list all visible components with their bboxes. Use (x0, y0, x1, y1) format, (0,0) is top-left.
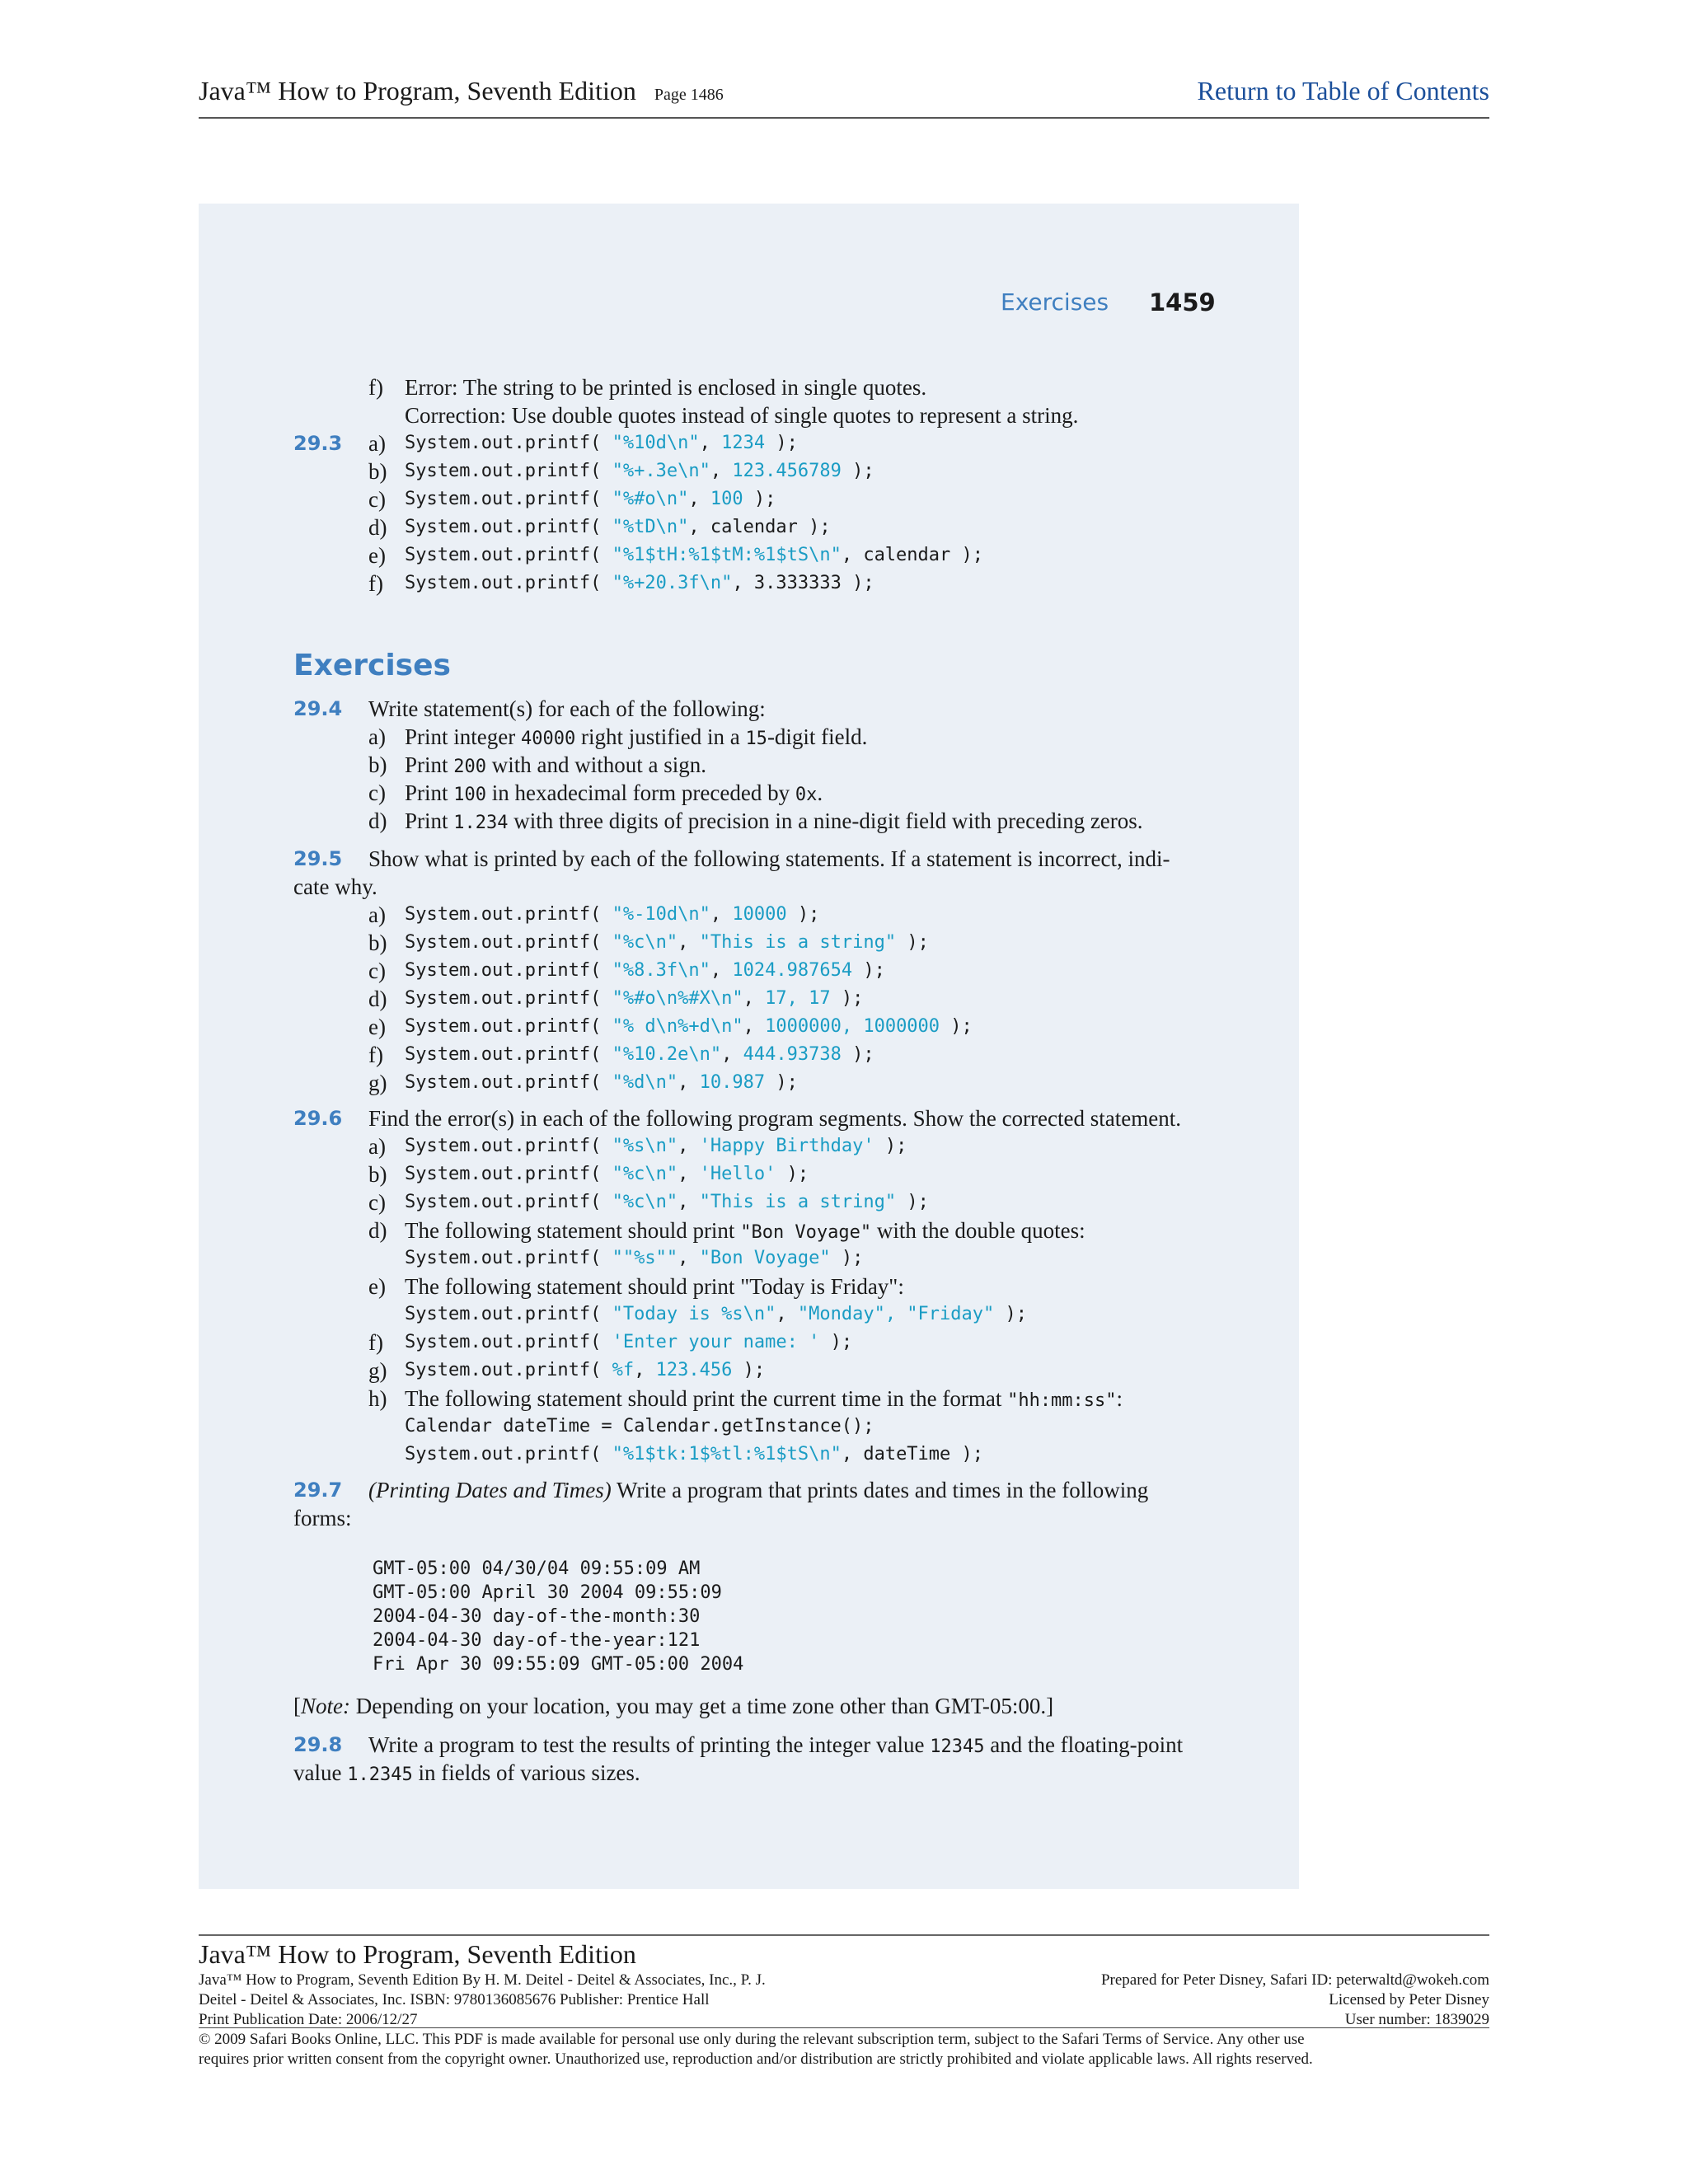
footer-licensed-by: Licensed by Peter Disney (1329, 1991, 1489, 2008)
item-label: a) (368, 902, 386, 927)
exercise-number: 29.5 (293, 847, 343, 870)
exercise-number: 29.3 (293, 432, 343, 455)
item-label: b) (368, 459, 387, 484)
answer-f-error: f) Error: The string to be printed is enclosed in single quotes. (368, 375, 927, 400)
footer-copyright-1: © 2009 Safari Books Online, LLC. This PDF is made available for personal use only during the relevant subscription term, subject to the Safari Terms of Service. Any other use (199, 2031, 1305, 2048)
exercise-29-6-e: e) The following statement should print "Today is Friday": (368, 1274, 904, 1299)
exercise-29-6-a: a) System.out.printf( "%s\n", 'Happy Birthday' ); (368, 1134, 907, 1159)
exercise-29-6-d-code: System.out.printf( ""%s"", "Bon Voyage" ); (405, 1248, 864, 1268)
book-title (199, 76, 724, 106)
page-number: Page 1486 (654, 86, 724, 104)
exercise-29-8-stem-cont: value 1.2345 in fields of various sizes. (293, 1760, 640, 1785)
answer-f-correction: Correction: Use double quotes instead of single quotes to represent a string. (405, 403, 1079, 428)
page-footer (199, 1934, 1489, 2068)
item-text: Print 200 with and without a sign. (405, 752, 706, 777)
running-head-page: 1459 (1149, 288, 1216, 316)
item-label: c) (368, 958, 386, 983)
running-head (0, 288, 1688, 321)
exercise-29-6-e-code: System.out.printf( "Today is %s\n", "Monday", "Friday" ); (405, 1304, 1028, 1324)
exercise-29-7-note: [Note: Depending on your location, you may get a time zone other than GMT-05:00.] (293, 1694, 1054, 1718)
item-text: Print integer 40000 right justified in a 15-digit field. (405, 724, 868, 749)
exercise-29-4-item (0, 779, 1688, 807)
code-statement: System.out.printf( "%1$tH:%1$tM:%1$tS\n", calendar ); (405, 545, 984, 565)
footer-copyright-2: requires prior written consent from the copyright owner. Unauthorized use, reproduction and/or distribution are strictly prohibited and violate applicable laws. All rights reserved. (199, 2050, 1313, 2068)
exercise-29-6-h: h) The following statement should print the current time in the format "hh:mm:ss": (368, 1386, 1123, 1411)
code-statement: System.out.printf( "% d\n%+d\n", 1000000, 1000000 ); (405, 1016, 973, 1037)
exercise-29-6-g: g) System.out.printf( %f, 123.456 ); (368, 1358, 766, 1383)
item-label: d) (368, 515, 387, 540)
item-label: a) (368, 724, 386, 749)
output-line: GMT-05:00 04/30/04 09:55:09 AM (373, 1558, 701, 1579)
book-title-text: Java™ How to Program, Seventh Edition (199, 76, 636, 105)
exercise-29-5-item (0, 1013, 1688, 1041)
code-statement: System.out.printf( "%-10d\n", 10000 ); (405, 904, 820, 925)
exercise-29-7-stem-cont: forms: (293, 1506, 352, 1530)
code-statement: System.out.printf( "%8.3f\n", 1024.987654 ); (405, 960, 885, 981)
exercise-29-6-d: d) The following statement should print "Bon Voyage" with the double quotes: (368, 1218, 1085, 1243)
output-line: GMT-05:00 April 30 2004 09:55:09 (373, 1582, 722, 1603)
output-line: 2004-04-30 day-of-the-year:121 (373, 1630, 701, 1651)
exercise-29-5-item (0, 1041, 1688, 1069)
item-label: c) (368, 487, 386, 512)
exercise-29-5-item (0, 901, 1688, 929)
exercise-29-6-h-code1: Calendar dateTime = Calendar.getInstance(); (405, 1416, 874, 1436)
exercises-heading: Exercises (293, 649, 451, 682)
item-label: e) (368, 543, 386, 568)
footer-book-info-1: Java™ How to Program, Seventh Edition By H. M. Deitel - Deitel & Associates, Inc., P. J. (199, 1971, 766, 1989)
code-statement: System.out.printf( "%10.2e\n", 444.93738 ); (405, 1044, 874, 1065)
exercise-29-6-f: f) System.out.printf( 'Enter your name: ' ); (368, 1330, 853, 1355)
item-label: b) (368, 930, 387, 955)
exercise-29-6-b: b) System.out.printf( "%c\n", 'Hello' ); (368, 1162, 809, 1187)
item-label: e) (368, 1015, 386, 1039)
item-label: c) (368, 780, 386, 805)
item-label: f) (368, 571, 383, 596)
output-line: 2004-04-30 day-of-the-month:30 (373, 1606, 701, 1627)
exercise-29-5-item (0, 957, 1688, 985)
item-text: Print 100 in hexadecimal form preceded by 0x. (405, 780, 823, 805)
code-statement: System.out.printf( "%#o\n%#X\n", 17, 17 ); (405, 988, 864, 1009)
footer-user-number: User number: 1839029 (1344, 2011, 1489, 2028)
exercise-29-6-h-code2: System.out.printf( "%1$tk:1$%tl:%1$tS\n", dateTime ); (405, 1444, 984, 1465)
footer-title: Java™ How to Program, Seventh Edition (199, 1939, 636, 1969)
item-text: Print 1.234 with three digits of precision in a nine-digit field with preceding zeros. (405, 808, 1143, 833)
exercise-29-6-c: c) System.out.printf( "%c\n", "This is a string" ); (368, 1190, 929, 1215)
output-line: Fri Apr 30 09:55:09 GMT-05:00 2004 (373, 1654, 744, 1675)
answer-29-3-item (0, 429, 1688, 457)
footer-pub-date: Print Publication Date: 2006/12/27 (199, 2011, 418, 2028)
footer-book-info-2: Deitel - Deitel & Associates, Inc. ISBN: 9780136085676 Publisher: Prentice Hall (199, 1991, 710, 2008)
code-statement: System.out.printf( "%tD\n", calendar ); (405, 517, 831, 537)
code-statement: System.out.printf( "%+20.3f\n", 3.333333 ); (405, 573, 874, 593)
exercise-number: 29.6 (293, 1107, 343, 1130)
footer-prepared-for: Prepared for Peter Disney, Safari ID: peterwaltd@wokeh.com (1100, 1971, 1489, 1989)
exercise-29-7-stem: 29.7 (Printing Dates and Times) Write a program that prints dates and times in the following (293, 1478, 1149, 1502)
item-label: a) (368, 431, 386, 456)
item-label: f) (368, 1043, 383, 1067)
item-label: g) (368, 1071, 387, 1095)
exercise-29-4-item (0, 723, 1688, 751)
answer-29-3-item (0, 485, 1688, 513)
page-header (199, 76, 1489, 119)
answer-29-3-item (0, 457, 1688, 485)
item-label: b) (368, 752, 387, 777)
item-label: d) (368, 987, 387, 1011)
answer-29-3-item (0, 513, 1688, 541)
exercise-29-5-stem-cont: cate why. (293, 874, 377, 899)
exercise-29-6-stem: 29.6 Find the error(s) in each of the following program segments. Show the corrected statement. (293, 1106, 1181, 1131)
footer-divider (199, 2027, 1489, 2028)
exercise-29-5-item (0, 985, 1688, 1013)
code-statement: System.out.printf( "%#o\n", 100 ); (405, 489, 776, 509)
exercise-29-5-item (0, 1069, 1688, 1097)
exercise-29-8-stem: 29.8 Write a program to test the results of printing the integer value 12345 and the floating-point (293, 1732, 1184, 1757)
answer-29-3-item (0, 541, 1688, 569)
exercise-29-4-stem: 29.4 Write statement(s) for each of the following: (293, 696, 766, 721)
code-statement: System.out.printf( "%+.3e\n", 123.456789 ); (405, 461, 874, 481)
answer-29-3-item (0, 569, 1688, 598)
exercise-29-4-item (0, 751, 1688, 779)
code-statement: System.out.printf( "%10d\n", 1234 ); (405, 433, 798, 453)
exercise-number: 29.7 (293, 1479, 343, 1502)
exercise-29-4-item (0, 807, 1688, 835)
exercise-29-5-stem: 29.5 Show what is printed by each of the following statements. If a statement is incorrect, indi- (293, 846, 1170, 871)
exercise-number: 29.8 (293, 1733, 343, 1756)
item-label: d) (368, 808, 387, 833)
running-head-section: Exercises (1001, 288, 1109, 316)
exercise-number: 29.4 (293, 697, 343, 720)
return-to-toc-link[interactable]: Return to Table of Contents (1197, 76, 1489, 105)
code-statement: System.out.printf( "%c\n", "This is a string" ); (405, 932, 929, 953)
code-statement: System.out.printf( "%d\n", 10.987 ); (405, 1072, 798, 1093)
exercise-29-5-item (0, 929, 1688, 957)
